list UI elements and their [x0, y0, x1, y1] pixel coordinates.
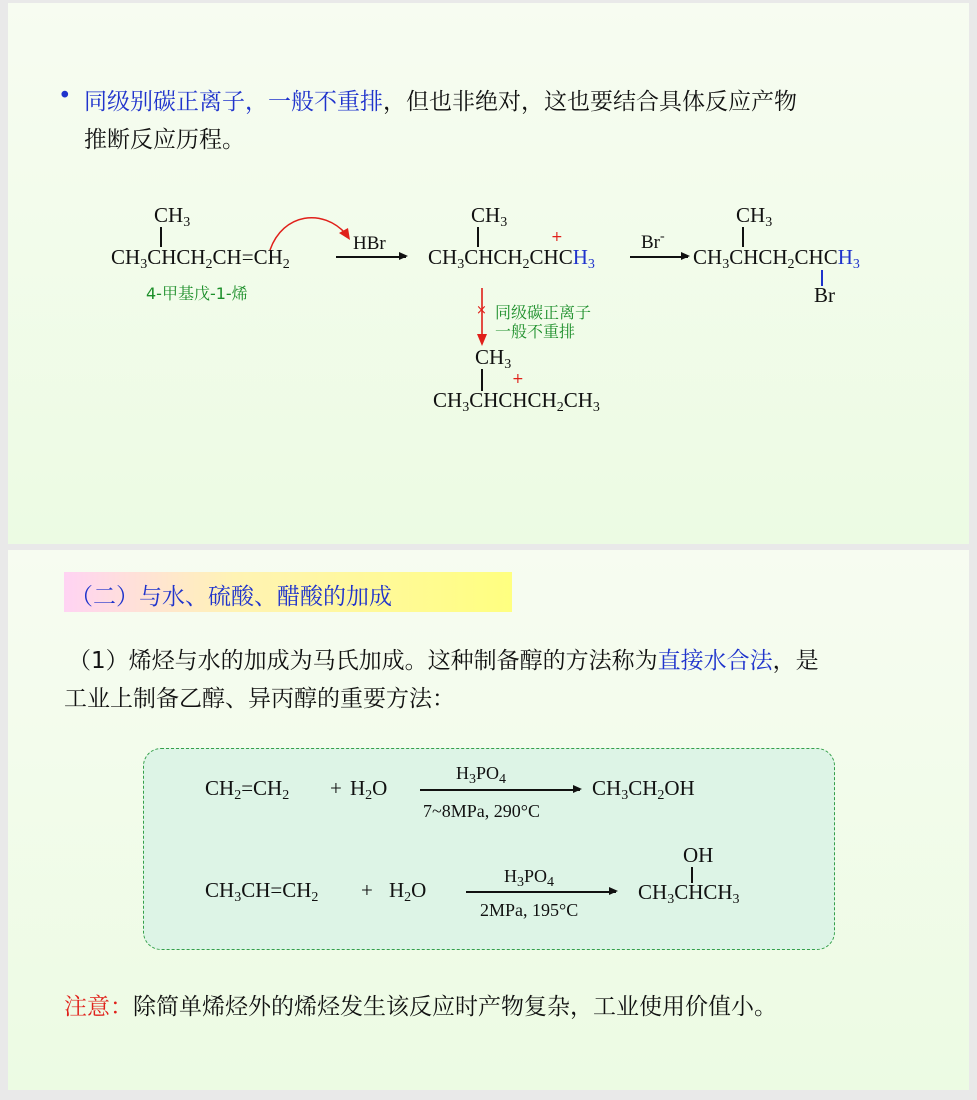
r2-product: $CH_3CHCH_3$ [638, 880, 740, 907]
positive-charge: + [551, 229, 563, 245]
reaction-arrow [336, 256, 406, 258]
bullet-line-1 [84, 83, 797, 116]
reagent-hbr: HBr [353, 233, 386, 254]
slide-hydration [8, 550, 969, 1090]
r1-product: $CH_3CH_2OH$ [592, 776, 695, 803]
positive-charge: + [512, 371, 524, 387]
rearranged-chain: $CH_3CHCHCH_2CH_3$ [433, 388, 600, 415]
reagent-bromide: Br- [641, 229, 665, 253]
note-line-1: 同级碳正离子 [495, 303, 592, 322]
r2-catalyst: $H_3PO_4$ [504, 866, 555, 890]
hydroxyl-group: OH [683, 843, 714, 867]
reaction-arrow [420, 789, 580, 791]
r2-water: $H_2O$ [389, 878, 427, 905]
method-name: 直接水合法 [657, 648, 773, 674]
note-line-2: 一般不重排 [495, 322, 576, 341]
paragraph-text: （1）烯烃与水的加成为马氏加成。这种制备醇的方法称为 [68, 648, 658, 674]
r1-conditions: 7~8MPa, 290°C [423, 801, 540, 821]
line1-rest: ，但也非绝对，这也要结合具体反应产物 [383, 89, 797, 115]
product-methyl: $CH_3$ [736, 203, 773, 230]
intermediate-chain: $CH_3CHCH_2CHCH_3$ [428, 245, 595, 272]
highlight-text: 同级别碳正离子，一般不重排 [84, 89, 383, 115]
plus-sign: + [361, 878, 373, 902]
reactant-name: 4-甲基戊-1-烯 [146, 284, 248, 303]
note-text: 除简单烯烃外的烯烃发生该反应时产物复杂，工业使用价值小。 [133, 994, 777, 1020]
paragraph-line-1 [68, 642, 819, 675]
reaction-arrow [630, 256, 688, 258]
bromine-atom: Br [814, 283, 835, 307]
section-heading: （二）与水、硫酸、醋酸的加成 [70, 584, 392, 610]
plus-sign: + [330, 776, 342, 800]
bond-line [160, 227, 162, 247]
reaction-arrow [466, 891, 616, 893]
intermediate-methyl: $CH_3$ [471, 203, 508, 230]
note-line [64, 988, 777, 1021]
bullet-line-2: 推断反应历程。 [84, 127, 245, 153]
curved-arrow-icon [258, 208, 358, 258]
product-chain: $CH_3CHCH_2CHCH_3$ [693, 245, 860, 272]
reactant-methyl: $CH_3$ [154, 203, 191, 230]
paragraph-line-2: 工业上制备乙醇、异丙醇的重要方法： [64, 686, 455, 712]
cross-mark: × [476, 303, 487, 318]
r1-reactant: $CH_2=CH_2$ [205, 776, 290, 803]
r2-conditions: 2MPa, 195°C [480, 900, 579, 920]
bond-line [742, 227, 744, 247]
r2-reactant: $CH_3CH=CH_2$ [205, 878, 319, 905]
bullet: • [58, 83, 72, 109]
rearranged-methyl: $CH_3$ [475, 345, 512, 372]
reactant-chain: $CH_3CHCH_2CH=CH_2$ [111, 245, 290, 272]
paragraph-text: ，是 [772, 648, 819, 674]
r1-catalyst: $H_3PO_4$ [456, 763, 507, 787]
slide-carbocation [8, 3, 969, 544]
r1-water: $H_2O$ [350, 776, 388, 803]
bond-line [477, 227, 479, 247]
note-label: 注意： [64, 994, 133, 1020]
